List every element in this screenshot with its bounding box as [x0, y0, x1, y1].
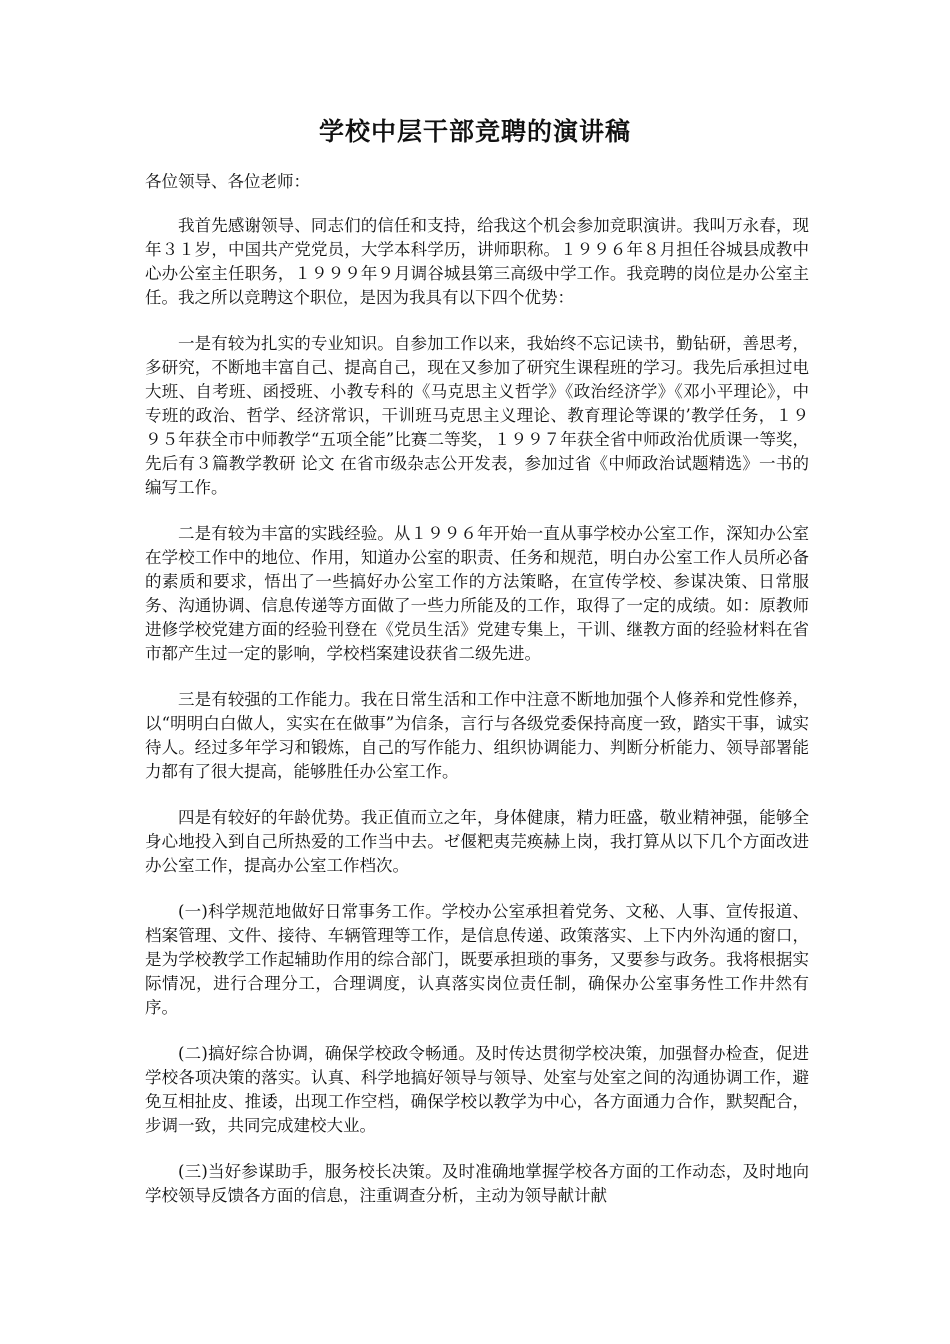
paragraph-advantage-1: 一是有较为扎实的专业知识。自参加工作以来，我始终不忘记读书，勤钻研，善思考，多研究，不断地丰富自己、提高自己，现在又参加了研究生课程班的学习。我先后承担过电大班、自考班、函授班、小教专科的《马克思主义哲学》《政治经济学》《邓小平理论》，中专班的政治、哲学、经济常识，干训班马克思主义理论、教育理论等课的’教学任务，１９９５年获全市中师教学“五项全能”比赛二等奖，１９９７年获全省中师政治优质课一等奖，先后有３篇教学教研 论文 在省市级杂志公开发表，参加过省《中师政治试题精选》一书的编写工作。: [145, 334, 809, 497]
paragraph-advantage-3: 三是有较强的工作能力。我在日常生活和工作中注意不断地加强个人修养和党性修养，以“明明白白做人，实实在在做事”为信条，言行与各级党委保持高度一致，踏实干事，诚实待人。经过多年学习和锻炼，自己的写作能力、组织协调能力、判断分析能力、领导部署能力都有了很大提高，能够胜任办公室工作。: [145, 690, 809, 781]
paragraph-intro: 我首先感谢领导、同志们的信任和支持，给我这个机会参加竞职演讲。我叫万永春，现年３１岁，中国共产党党员，大学本科学历，讲师职称。１９９６年８月担任谷城县成教中心办公室主任职务，１９９９年９月调谷城县第三高级中学工作。我竞聘的岗位是办公室主任。我之所以竞聘这个职位，是因为我具有以下四个优势：: [145, 216, 809, 307]
paragraph-advantage-2: 二是有较为丰富的实践经验。从１９９６年开始一直从事学校办公室工作，深知办公室在学校工作中的地位、作用，知道办公室的职责、任务和规范，明白办公室工作人员所必备的素质和要求，悟出了一些搞好办公室工作的方法策略，在宣传学校、参谋决策、日常服务、沟通协调、信息传递等方面做了一些力所能及的工作，取得了一定的成绩。如：原教师进修学校党建方面的经验刊登在《党员生活》党建专集上，干训、继教方面的经验材料在省市都产生过一定的影响，学校档案建设获省二级先进。: [145, 524, 809, 663]
paragraph-plan-3: (三)当好参谋助手，服务校长决策。及时准确地掌握学校各方面的工作动态，及时地向学校领导反馈各方面的信息，注重调查分析，主动为领导献计献: [145, 1162, 809, 1205]
salutation: 各位领导、各位老师：: [145, 172, 310, 191]
paragraph-advantage-4: 四是有较好的年龄优势。我正值而立之年，身体健康，精力旺盛，敬业精神强，能够全身心地投入到自己所热爱的工作当中去。ゼ偃粑夷芫痪赫上岗，我打算从以下几个方面改进办公室工作，提高办公室工作档次。: [145, 808, 809, 875]
document-title: 学校中层干部竞聘的演讲稿: [318, 117, 631, 146]
paragraph-plan-1: (一)科学规范地做好日常事务工作。学校办公室承担着党务、文秘、人事、宣传报道、档案管理、文件、接待、车辆管理等工作，是信息传递、政策落实、上下内外沟通的窗口，是为学校教学工作起辅助作用的综合部门，既要承担琐的事务，又要参与政务。我将根据实际情况，进行合理分工，合理调度，认真落实岗位责任制，确保办公室事务性工作井然有序。: [145, 902, 809, 1017]
document-body: [145, 214, 809, 1230]
paragraph-plan-2: (二)搞好综合协调，确保学校政令畅通。及时传达贯彻学校决策，加强督办检查，促进学校各项决策的落实。认真、科学地搞好领导与领导、处室与处室之间的沟通协调工作，避免互相扯皮、推诿，出现工作空档，确保学校以教学为中心，各方面通力合作，默契配合，步调一致，共同完成建校大业。: [145, 1044, 809, 1135]
